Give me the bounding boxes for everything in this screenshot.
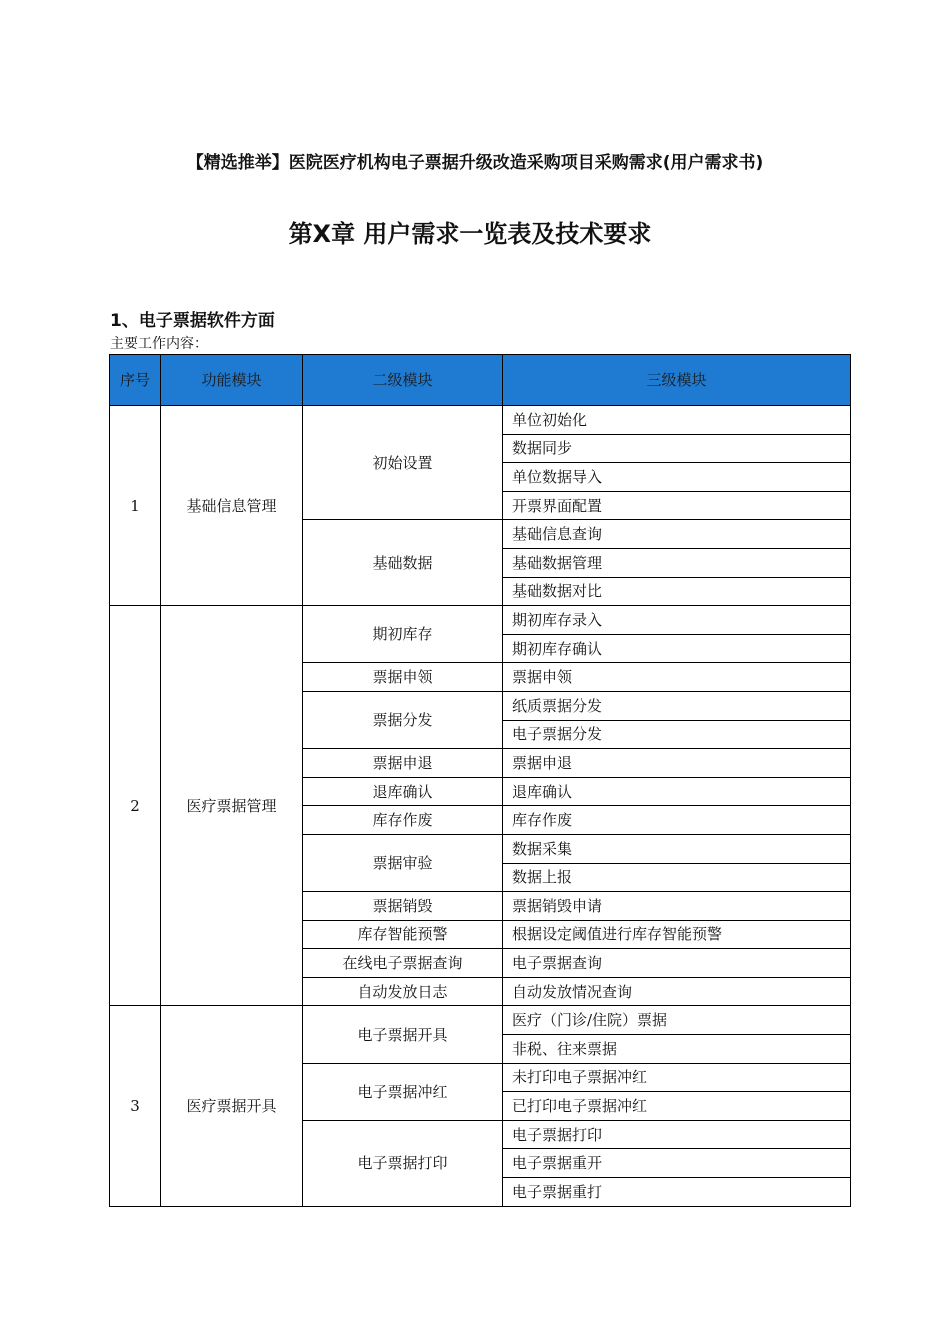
third-level-module-cell: 基础数据管理 (503, 548, 851, 577)
third-level-module-cell: 自动发放情况查询 (503, 977, 851, 1006)
third-level-module-cell: 纸质票据分发 (503, 691, 851, 720)
function-module-cell: 医疗票据管理 (161, 606, 303, 1006)
second-level-module-cell: 自动发放日志 (303, 977, 503, 1006)
section-heading: 1、电子票据软件方面 (110, 311, 275, 331)
third-level-module-cell: 电子票据重开 (503, 1149, 851, 1178)
chapter-title: 第X章 用户需求一览表及技术要求 (288, 220, 652, 248)
third-level-module-cell: 医疗（门诊/住院）票据 (503, 1006, 851, 1035)
second-level-module-cell: 在线电子票据查询 (303, 949, 503, 978)
third-level-module-cell: 数据同步 (503, 434, 851, 463)
second-level-module-cell: 票据申退 (303, 749, 503, 778)
second-level-module-cell: 票据申领 (303, 663, 503, 692)
second-level-module-cell: 电子票据开具 (303, 1006, 503, 1063)
third-level-module-cell: 期初库存确认 (503, 634, 851, 663)
third-level-module-cell: 电子票据打印 (503, 1120, 851, 1149)
third-level-module-cell: 票据申退 (503, 749, 851, 778)
seq-cell: 2 (110, 606, 161, 1006)
third-level-module-cell: 非税、往来票据 (503, 1035, 851, 1064)
third-level-module-cell: 数据上报 (503, 863, 851, 892)
third-level-module-cell: 票据申领 (503, 663, 851, 692)
third-level-module-cell: 电子票据查询 (503, 949, 851, 978)
second-level-module-cell: 库存智能预警 (303, 920, 503, 949)
document-title: 【精选推举】医院医疗机构电子票据升级改造采购项目采购需求(用户需求书) (186, 153, 764, 173)
second-level-module-cell: 库存作废 (303, 806, 503, 835)
function-module-cell: 医疗票据开具 (161, 1006, 303, 1206)
third-level-module-cell: 基础信息查询 (503, 520, 851, 549)
second-level-module-cell: 电子票据打印 (303, 1120, 503, 1206)
header-function-module: 功能模块 (161, 355, 303, 406)
table-row (110, 1006, 851, 1035)
third-level-module-cell: 库存作废 (503, 806, 851, 835)
header-seq: 序号 (110, 355, 161, 406)
table-body (110, 406, 851, 1207)
header-second-level-module: 二级模块 (303, 355, 503, 406)
second-level-module-cell: 基础数据 (303, 520, 503, 606)
third-level-module-cell: 票据销毁申请 (503, 892, 851, 921)
third-level-module-cell: 期初库存录入 (503, 606, 851, 635)
second-level-module-cell: 电子票据冲红 (303, 1063, 503, 1120)
third-level-module-cell: 根据设定阈值进行库存智能预警 (503, 920, 851, 949)
second-level-module-cell: 票据审验 (303, 834, 503, 891)
seq-cell: 3 (110, 1006, 161, 1206)
second-level-module-cell: 退库确认 (303, 777, 503, 806)
header-third-level-module: 三级模块 (503, 355, 851, 406)
second-level-module-cell: 票据销毁 (303, 892, 503, 921)
third-level-module-cell: 已打印电子票据冲红 (503, 1092, 851, 1121)
third-level-module-cell: 数据采集 (503, 834, 851, 863)
function-module-cell: 基础信息管理 (161, 406, 303, 606)
third-level-module-cell: 电子票据分发 (503, 720, 851, 749)
table-row (110, 406, 851, 435)
third-level-module-cell: 退库确认 (503, 777, 851, 806)
third-level-module-cell: 单位数据导入 (503, 463, 851, 492)
seq-cell: 1 (110, 406, 161, 606)
table-header-row (110, 355, 851, 406)
third-level-module-cell: 开票界面配置 (503, 491, 851, 520)
second-level-module-cell: 期初库存 (303, 606, 503, 663)
second-level-module-cell: 初始设置 (303, 406, 503, 520)
third-level-module-cell: 基础数据对比 (503, 577, 851, 606)
third-level-module-cell: 未打印电子票据冲红 (503, 1063, 851, 1092)
third-level-module-cell: 电子票据重打 (503, 1178, 851, 1207)
second-level-module-cell: 票据分发 (303, 691, 503, 748)
table-row (110, 606, 851, 635)
requirements-table (109, 354, 851, 1207)
third-level-module-cell: 单位初始化 (503, 406, 851, 435)
intro-text: 主要工作内容： (110, 336, 208, 352)
